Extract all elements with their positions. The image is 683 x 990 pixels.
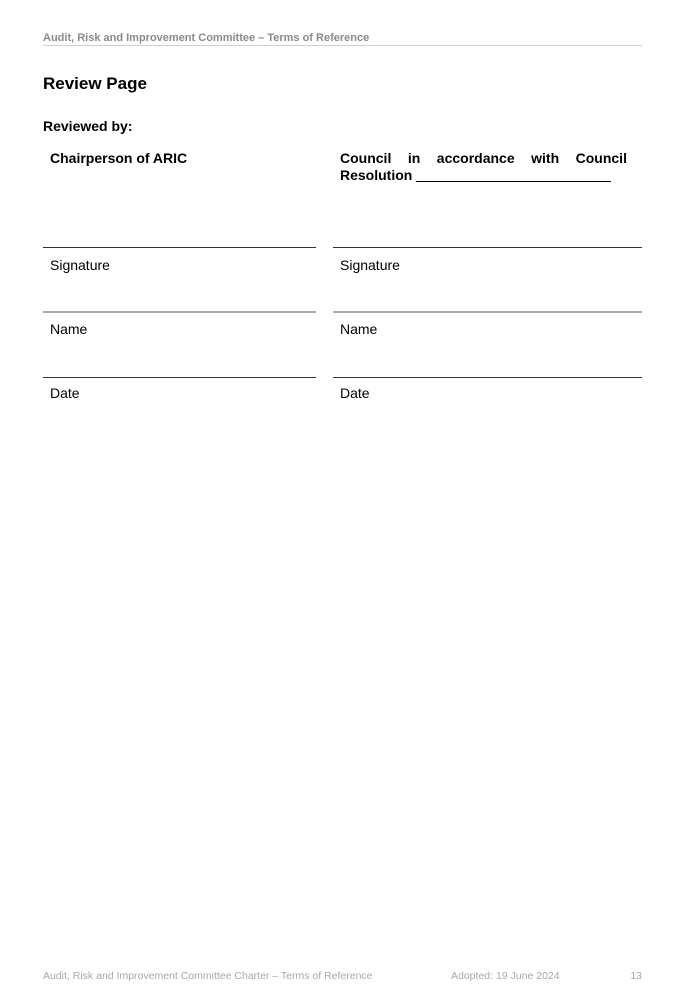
signature-label-left: Signature — [50, 257, 110, 273]
council-heading-word: in — [407, 150, 421, 166]
resolution-label: Resolution — [340, 167, 413, 183]
signature-line-right — [333, 247, 642, 248]
council-heading-word: Council — [575, 150, 627, 166]
date-label-right: Date — [340, 385, 370, 401]
resolution-blank-line — [416, 167, 611, 182]
name-label-right: Name — [340, 321, 378, 337]
page-title: Review Page — [43, 74, 147, 93]
name-line-left — [43, 311, 316, 313]
council-heading-word: Council — [340, 150, 392, 166]
chairperson-heading: Chairperson of ARIC — [50, 150, 188, 166]
date-label-left: Date — [50, 385, 80, 401]
council-heading-line1 — [340, 150, 627, 167]
council-heading-line2 — [340, 167, 627, 184]
date-line-right — [333, 377, 642, 378]
council-heading-word: accordance — [436, 150, 515, 166]
signature-line-left — [43, 247, 316, 248]
running-header: Audit, Risk and Improvement Committee – Terms of Reference — [43, 31, 642, 46]
reviewed-by-label: Reviewed by: — [43, 118, 133, 134]
name-label-left: Name — [50, 321, 88, 337]
name-line-right — [333, 311, 642, 313]
date-line-left — [43, 377, 316, 378]
page-number: 13 — [630, 970, 642, 982]
running-footer — [43, 969, 642, 983]
council-heading — [340, 150, 627, 184]
footer-adopted-date: Adopted: 19 June 2024 — [451, 970, 560, 982]
signature-label-right: Signature — [340, 257, 400, 273]
council-heading-word: with — [531, 150, 560, 166]
footer-title: Audit, Risk and Improvement Committee Charter – Terms of Reference — [43, 970, 373, 982]
